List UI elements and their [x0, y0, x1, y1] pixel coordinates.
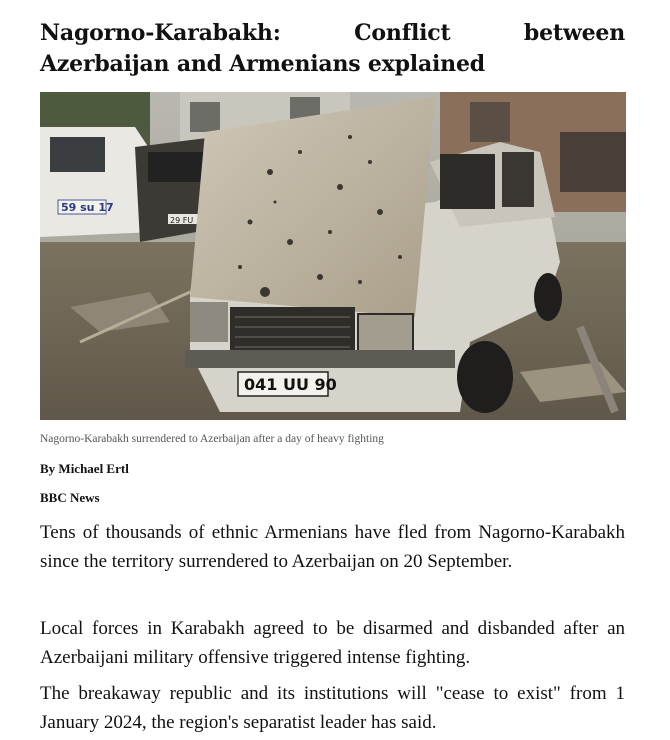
author-byline: By Michael Ertl — [40, 461, 129, 476]
paragraph: Tens of thousands of ethnic Armenians have fled from Nagorno-Karabakh since the territory surrendered to Azerbaijan on 20 September. — [40, 522, 625, 572]
van-plate: 59 su 17 — [61, 201, 114, 214]
photo-caption: Nagorno-Karabakh surrendered to Azerbaijan after a day of heavy fighting — [40, 433, 384, 445]
paragraph: Local forces in Karabakh agreed to be disarmed and disbanded after an Azerbaijani military offensive triggered intense fighting. — [40, 618, 625, 668]
article-headline: Nagorno-Karabakh: Conflict between Azerbaijan and Armenians explained — [40, 20, 625, 77]
sedan-plate: 29 FU — [170, 216, 194, 225]
damaged-car-photo — [40, 92, 626, 420]
article-photo — [40, 92, 626, 420]
paragraph: The breakaway republic and its institutions will "cease to exist" from 1 January 2024, the region's separatist leader has said. — [40, 683, 625, 733]
news-source: BBC News — [40, 490, 100, 505]
front-plate: 041 UU 90 — [244, 375, 337, 394]
